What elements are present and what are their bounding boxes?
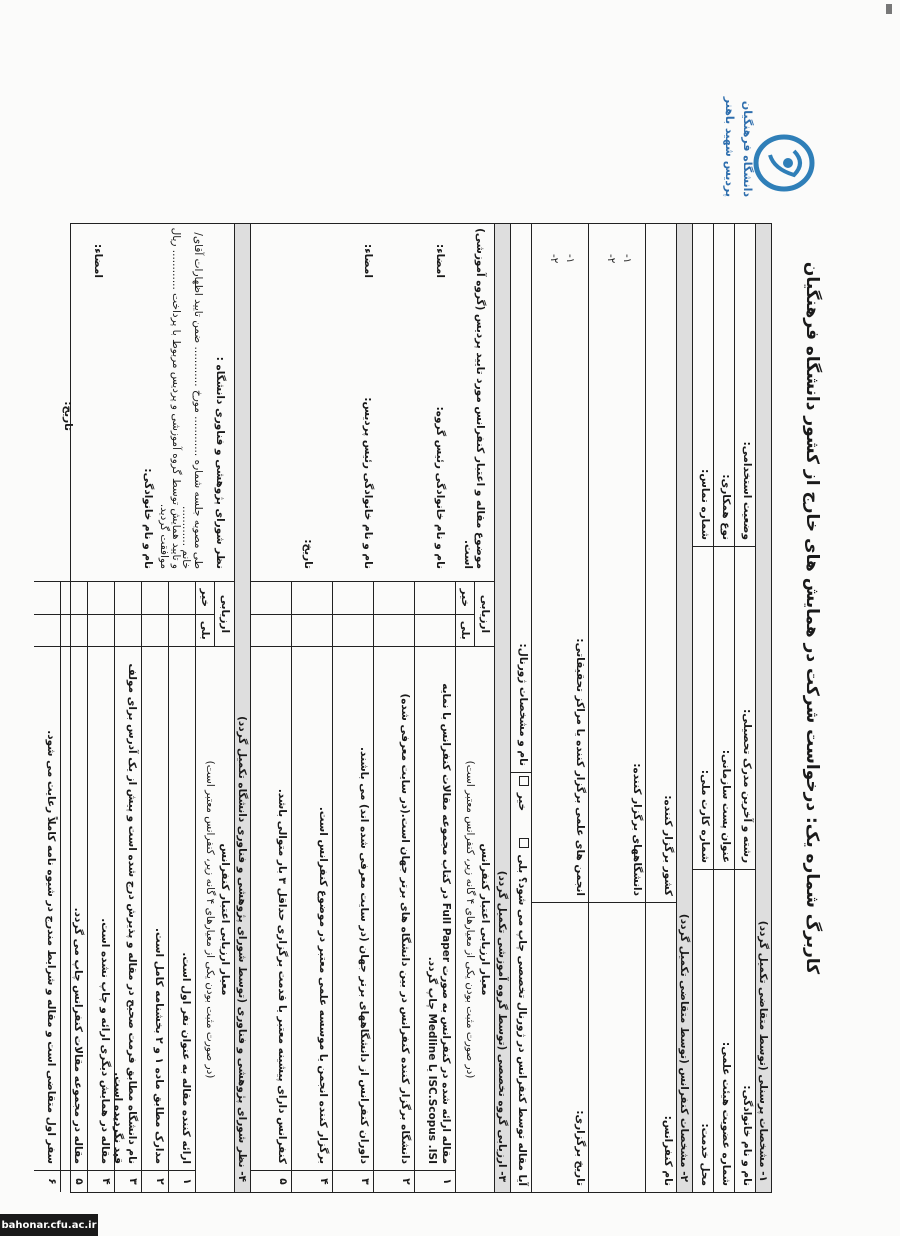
section4-eval-options bbox=[196, 582, 214, 646]
section3-yes-header: بلی bbox=[456, 614, 474, 647]
journal-no-label: خیر bbox=[516, 792, 528, 812]
section4-eval-header bbox=[196, 582, 234, 646]
section4-criterion-number: ۶ bbox=[34, 1170, 60, 1192]
field-section3-date[interactable]: تاریخ: bbox=[302, 539, 314, 569]
section4-criteria-table bbox=[34, 581, 234, 1192]
request-form bbox=[45, 223, 772, 1193]
head-of-campus-signature[interactable]: امضاء: bbox=[362, 244, 374, 278]
section1-row-1 bbox=[734, 224, 755, 1192]
council-opinion-heading: نظر شورای پژوهشی و فناوری دانشگاه : bbox=[214, 356, 226, 569]
section3-criterion-number: ۵ bbox=[251, 1170, 291, 1192]
section3-criterion-yes-box[interactable] bbox=[333, 614, 373, 646]
section4-criterion-no-box[interactable] bbox=[88, 582, 114, 614]
section4-criterion-no-box[interactable] bbox=[142, 582, 168, 614]
section3-criterion-yes-box[interactable] bbox=[251, 614, 291, 646]
section2-row-1 bbox=[645, 224, 676, 1192]
section3-criterion-text: برگزار کننده انجمن یا موسسه علمی معتبر در موضوع کنفرانس است. bbox=[292, 646, 332, 1170]
edge-mark bbox=[886, 4, 892, 14]
field-council-date[interactable]: تاریخ: bbox=[62, 401, 74, 431]
section4-criterion-no-box[interactable] bbox=[169, 582, 195, 614]
section3-criterion-row bbox=[332, 582, 373, 1192]
section3-criterion-row bbox=[414, 582, 455, 1192]
section4-criterion-number: ۲ bbox=[142, 1170, 168, 1192]
section4-criterion-row bbox=[114, 582, 141, 1192]
field-cooperation-type[interactable]: نوع همکاری: bbox=[720, 474, 732, 540]
universities-list-item-2: ۲- bbox=[605, 254, 617, 264]
rotated-form-sheet bbox=[45, 43, 830, 1193]
field-council-name[interactable]: نام و نام خانوادگی: bbox=[142, 468, 154, 569]
section4-criterion-number: ۳ bbox=[115, 1170, 141, 1192]
section3-criteria-title: معیار ارزیابی اعتبار کنفرانس bbox=[479, 843, 491, 996]
council-signature[interactable]: امضاء: bbox=[92, 244, 104, 278]
section4-criterion-yes-box[interactable] bbox=[34, 614, 60, 646]
university-logo bbox=[714, 51, 824, 201]
section4-criterion-text: ارائه کننده مقاله به عنوان نفر اول است. bbox=[169, 646, 195, 1170]
journal-question-text: آیا مقاله توسط کنفرانس در ژورنال تخصصی چاپ می شود؟ بلی bbox=[516, 854, 528, 1186]
field-universities[interactable]: دانشگاههای برگزار کننده: bbox=[631, 763, 643, 896]
field-head-of-group[interactable]: نام و نام خانوادگی رئیس گروه: bbox=[434, 406, 446, 569]
field-phone[interactable]: شماره تماس: bbox=[699, 469, 711, 540]
section4-criteria-list bbox=[34, 582, 195, 1192]
section4-criterion-text: مقاله در مجموعه مقالات کنفرانس چاپ می گردد. bbox=[61, 646, 87, 1170]
form-title: کاربرگ شماره یک: درخواست شرکت در همایش های خارج از کشور دانشگاه فرهنگیان bbox=[802, 261, 822, 975]
section3-criterion-yes-box[interactable] bbox=[374, 614, 414, 646]
section4-criterion-number: ۵ bbox=[61, 1170, 87, 1192]
field-conference-date[interactable]: تاریخ برگزاری: bbox=[532, 902, 588, 1192]
logo-text-line2: پردیس شهید باهنر bbox=[723, 96, 736, 197]
section3-criteria-heading bbox=[456, 646, 494, 1192]
field-national-id[interactable]: شماره کارت ملی: bbox=[693, 546, 713, 869]
section3-criterion-row bbox=[251, 582, 291, 1192]
section1-row-2 bbox=[713, 224, 734, 1192]
section4-criterion-yes-box[interactable] bbox=[61, 614, 87, 646]
associations-list-item-2: ۲- bbox=[548, 254, 560, 264]
section3-criteria-table bbox=[251, 581, 494, 1192]
section3-criterion-text: کنفرانس دارای پیشینه معتبر یا قدمت برگزاری حداقل ۳ بار متوالی باشد. bbox=[251, 646, 291, 1170]
field-host-country[interactable]: کشور برگزار کننده: bbox=[662, 795, 674, 896]
logo-text-line1: دانشگاه فرهنگیان bbox=[741, 100, 754, 197]
section4-criterion-no-box[interactable] bbox=[34, 582, 60, 614]
head-of-group-signature[interactable]: امضاء: bbox=[434, 244, 446, 278]
section3-criterion-number: ۲ bbox=[374, 1170, 414, 1192]
associations-list bbox=[546, 254, 578, 263]
section4-criterion-text: سفر اول متقاضی است و مقاله و شرایط مندرج در شیوه نامه کاملاً رعایت می شود. bbox=[34, 646, 60, 1170]
section4-criterion-text: نام دانشگاه مطابق فرمت صحیح در مقاله و پذیرش درج شده است و پیش از یک آدرس برای مولف قید نگردیده است. bbox=[115, 646, 141, 1170]
section4-criterion-row bbox=[34, 582, 60, 1192]
section3-criterion-yes-box[interactable] bbox=[415, 614, 455, 646]
section3-eval-header bbox=[456, 582, 494, 646]
section2-row-2 bbox=[588, 224, 645, 1192]
field-workplace[interactable]: محل خدمت: bbox=[693, 869, 713, 1192]
section3-criterion-row bbox=[373, 582, 414, 1192]
section4-criterion-no-box[interactable] bbox=[61, 582, 87, 614]
section3-approval-area bbox=[254, 224, 494, 581]
field-full-name[interactable]: نام و نام خانوادگی: bbox=[735, 869, 755, 1192]
journal-yes-checkbox[interactable] bbox=[519, 838, 529, 848]
section4-no-header: خیر bbox=[199, 588, 211, 607]
section4-criteria-heading bbox=[196, 646, 234, 1192]
section4-criterion-yes-box[interactable] bbox=[142, 614, 168, 646]
section3-criterion-yes-box[interactable] bbox=[292, 614, 332, 646]
section4-criteria-title: معیار ارزیابی اعتبار کنفرانس bbox=[219, 843, 231, 996]
field-employment-status[interactable]: وضعیت استخدامی: bbox=[741, 441, 753, 540]
section4-criterion-row bbox=[168, 582, 195, 1192]
section3-criteria-list bbox=[251, 582, 455, 1192]
field-conference-name[interactable]: نام کنفرانس: bbox=[646, 902, 676, 1192]
section3-criterion-text: مقاله ارائه شده در کنفرانس به صورت Full Paper در کتاب مجموعه مقالات کنفرانس با نمایه ISC.Scopus .ISI یا Medline چاپ گردد. bbox=[415, 646, 455, 1170]
section3-criterion-no-box[interactable] bbox=[292, 582, 332, 614]
conference-blank bbox=[589, 902, 645, 1192]
site-url-tag: bahonar.cfu.ac.ir bbox=[0, 1214, 98, 1236]
section4-criterion-no-box[interactable] bbox=[115, 582, 141, 614]
field-journal-name[interactable]: نام و مشخصات ژورنال: bbox=[517, 643, 529, 766]
section4-eval-title: ارزیابی bbox=[214, 582, 234, 646]
section3-criterion-text: دانشگاه برگزار کننده کنفرانس در بین دانشگاه های برتر جهان است.(در سایت معرفی شده) bbox=[374, 646, 414, 1170]
universities-list bbox=[603, 254, 635, 263]
section2-title: ۲- مشخصات کنفرانس (توسط متقاضی تکمیل گردد) bbox=[676, 224, 692, 1192]
section4-criteria-header bbox=[195, 582, 234, 1192]
section4-criterion-row bbox=[87, 582, 114, 1192]
section4-yes-header: بلی bbox=[196, 614, 214, 647]
journal-no-checkbox[interactable] bbox=[519, 776, 529, 786]
section4-title: ۴- نظر شورای پژوهشی و فناوری (توسط شورای پژوهشی و فناوری دانشگاه تکمیل گردد) bbox=[234, 224, 250, 1192]
associations-cell bbox=[532, 224, 588, 902]
section3-criterion-no-box[interactable] bbox=[251, 582, 291, 614]
field-head-of-campus[interactable]: نام و نام خانوادگی رئیس پردیس: bbox=[362, 397, 374, 569]
section3-approval-text: موضوع مقاله و اعتبار کنفرانس مورد تایید پردیس (گروه آموزشی) است. bbox=[462, 228, 486, 569]
section3-eval-options bbox=[456, 582, 474, 646]
section3-criterion-number: ۴ bbox=[292, 1170, 332, 1192]
associations-list-item-1: ۱- bbox=[564, 254, 576, 264]
section3-title: ۳- ارزیابی گروه تخصصی (توسط گروه آموزشی تکمیل گردد) bbox=[494, 224, 510, 1192]
field-associations[interactable]: انجمن های علمی برگزار کننده یا مراکز تحقیقاتی: bbox=[574, 638, 586, 896]
section4-criterion-number: ۴ bbox=[88, 1170, 114, 1192]
section3-criterion-number: ۱ bbox=[415, 1170, 455, 1192]
field-faculty-id[interactable]: شماره عضویت هیئت علمی: bbox=[714, 869, 734, 1192]
section4-criterion-text: مدارک مطابق ماده ۱ و ۲ بخشنامه کامل است. bbox=[142, 646, 168, 1170]
section4-criterion-number: ۱ bbox=[169, 1170, 195, 1192]
section1-row-3 bbox=[692, 224, 713, 1192]
section2-row-4 bbox=[510, 224, 531, 1192]
section4-criterion-row bbox=[60, 582, 87, 1192]
journal-question bbox=[511, 772, 531, 1192]
section4-criterion-yes-box[interactable] bbox=[169, 614, 195, 646]
council-opinion-line-3: و تایید همایش توسط گروه آموزشی و پردیس مربوط با پرداخت ............ ریال موافقت گردید. bbox=[158, 227, 182, 569]
section4-criterion-yes-box[interactable] bbox=[88, 614, 114, 646]
section3-criteria-header bbox=[455, 582, 494, 1192]
section3-criteria-note: (در صورت مثبت بودن یکی از معیارهای ۴ گانه زیر، کنفرانس معتبر است) bbox=[464, 760, 476, 1079]
field-degree[interactable]: رشته و آخرین مدرک تحصیلی: bbox=[735, 546, 755, 869]
section4-criteria-note: (در صورت مثبت بودن یکی از معیارهای ۴ گانه زیر، کنفرانس معتبر است) bbox=[204, 760, 216, 1079]
section3-body bbox=[250, 224, 494, 1192]
section1-title: ۱- مشخصات پرسنلی (توسط متقاضی تکمیل گردد) bbox=[755, 224, 771, 1192]
section3-criterion-no-box[interactable] bbox=[415, 582, 455, 614]
section3-criterion-row bbox=[291, 582, 332, 1192]
section3-criterion-number: ۳ bbox=[333, 1170, 373, 1192]
section4-criterion-yes-box[interactable] bbox=[115, 614, 141, 646]
universities-list-item-1: ۱- bbox=[621, 254, 633, 264]
section4-body bbox=[34, 224, 234, 1192]
section3-no-header: خیر bbox=[459, 588, 471, 607]
section4-criterion-row bbox=[141, 582, 168, 1192]
section3-criterion-no-box[interactable] bbox=[333, 582, 373, 614]
section2-row-3 bbox=[531, 224, 588, 1192]
universities-cell bbox=[589, 224, 645, 902]
section4-criterion-text: مقاله در همایش دیگری ارائه و چاپ نشده است. bbox=[88, 646, 114, 1170]
section3-eval-title: ارزیابی bbox=[474, 582, 494, 646]
section3-criterion-no-box[interactable] bbox=[374, 582, 414, 614]
council-opinion-line-2: طی مصوبه جلسه شماره ............ مورخ ............ ضمن تایید اظهارات آقای/خانم ............ bbox=[180, 232, 204, 569]
field-position[interactable]: عنوان پست سازمانی: bbox=[714, 546, 734, 869]
section4-council-area bbox=[34, 224, 234, 581]
section3-criterion-text: داوران کنفرانس از دانشگاههای برتر جهان (در سایت معرفی شده اند) می باشند. bbox=[333, 646, 373, 1170]
